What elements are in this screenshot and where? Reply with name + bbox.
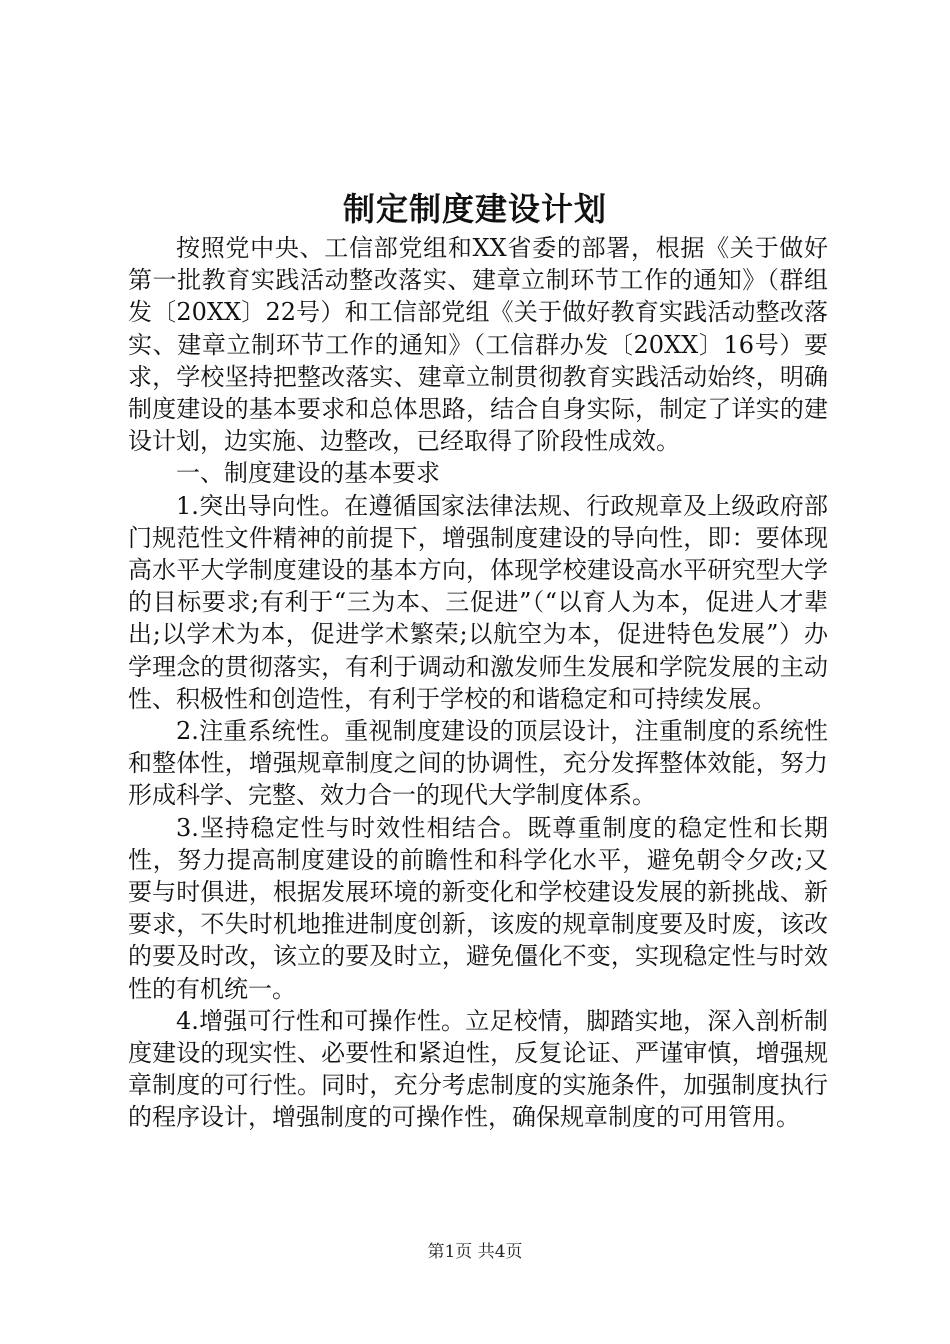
requirement-paragraph-4: 4.增强可行性和可操作性。立足校情，脚踏实地，深入剖析制度建设的现实性、必要性和紧迫性，反复论证、严谨审慎，增强规章制度的可行性。同时，充分考虑制度的实施条件，加强制度执行的程序设计，增强制度的可操作性，确保规章制度的可用管用。 (128, 1006, 828, 1132)
document-title: 制定制度建设计划 (342, 190, 607, 228)
requirement-paragraph-2: 2.注重系统性。重视制度建设的顶层设计，注重制度的系统性和整体性，增强规章制度之间的协调性，充分发挥整体效能，努力形成科学、完整、效力合一的现代大学制度体系。 (128, 717, 828, 810)
page-footer: 第1页 共4页 (427, 1242, 523, 1262)
intro-paragraph: 按照党中央、工信部党组和XX省委的部署，根据《关于做好第一批教育实践活动整改落实、建章立制环节工作的通知》（群组发〔20XX〕22号）和工信部党组《关于做好教育实践活动整改落实、建章立制环节工作的通知》（工信群办发〔20XX〕16号）要求，学校坚持把整改落实、建章立制贯彻教育实践活动始终，明确制度建设的基本要求和总体思路，结合自身实际，制定了详实的建设计划，边实施、边整改，已经取得了阶段性成效。 (128, 234, 828, 456)
requirement-paragraph-3: 3.坚持稳定性与时效性相结合。既尊重制度的稳定性和长期性，努力提高制度建设的前瞻性和科学化水平，避免朝令夕改;又要与时俱进，根据发展环境的新变化和学校建设发展的新挑战、新要求，不失时机地推进制度创新，该废的规章制度要及时废，该改的要及时改，该立的要及时立，避免僵化不变，实现稳定性与时效性的有机统一。 (128, 813, 828, 1003)
requirement-paragraph-1: 1.突出导向性。在遵循国家法律法规、行政规章及上级政府部门规范性文件精神的前提下，增强制度建设的导向性，即：要体现高水平大学制度建设的基本方向，体现学校建设高水平研究型大学的目标要求;有利于“三为本、三促进”（“以育人为本，促进人才辈出;以学术为本，促进学术繁荣;以航空为本，促进特色发展”）办学理念的贯彻落实，有利于调动和激发师生发展和学院发展的主动性、积极性和创造性，有利于学校的和谐稳定和可持续发展。 (128, 491, 828, 713)
document-body (128, 232, 828, 1134)
section-heading: 一、制度建设的基本要求 (176, 459, 440, 488)
